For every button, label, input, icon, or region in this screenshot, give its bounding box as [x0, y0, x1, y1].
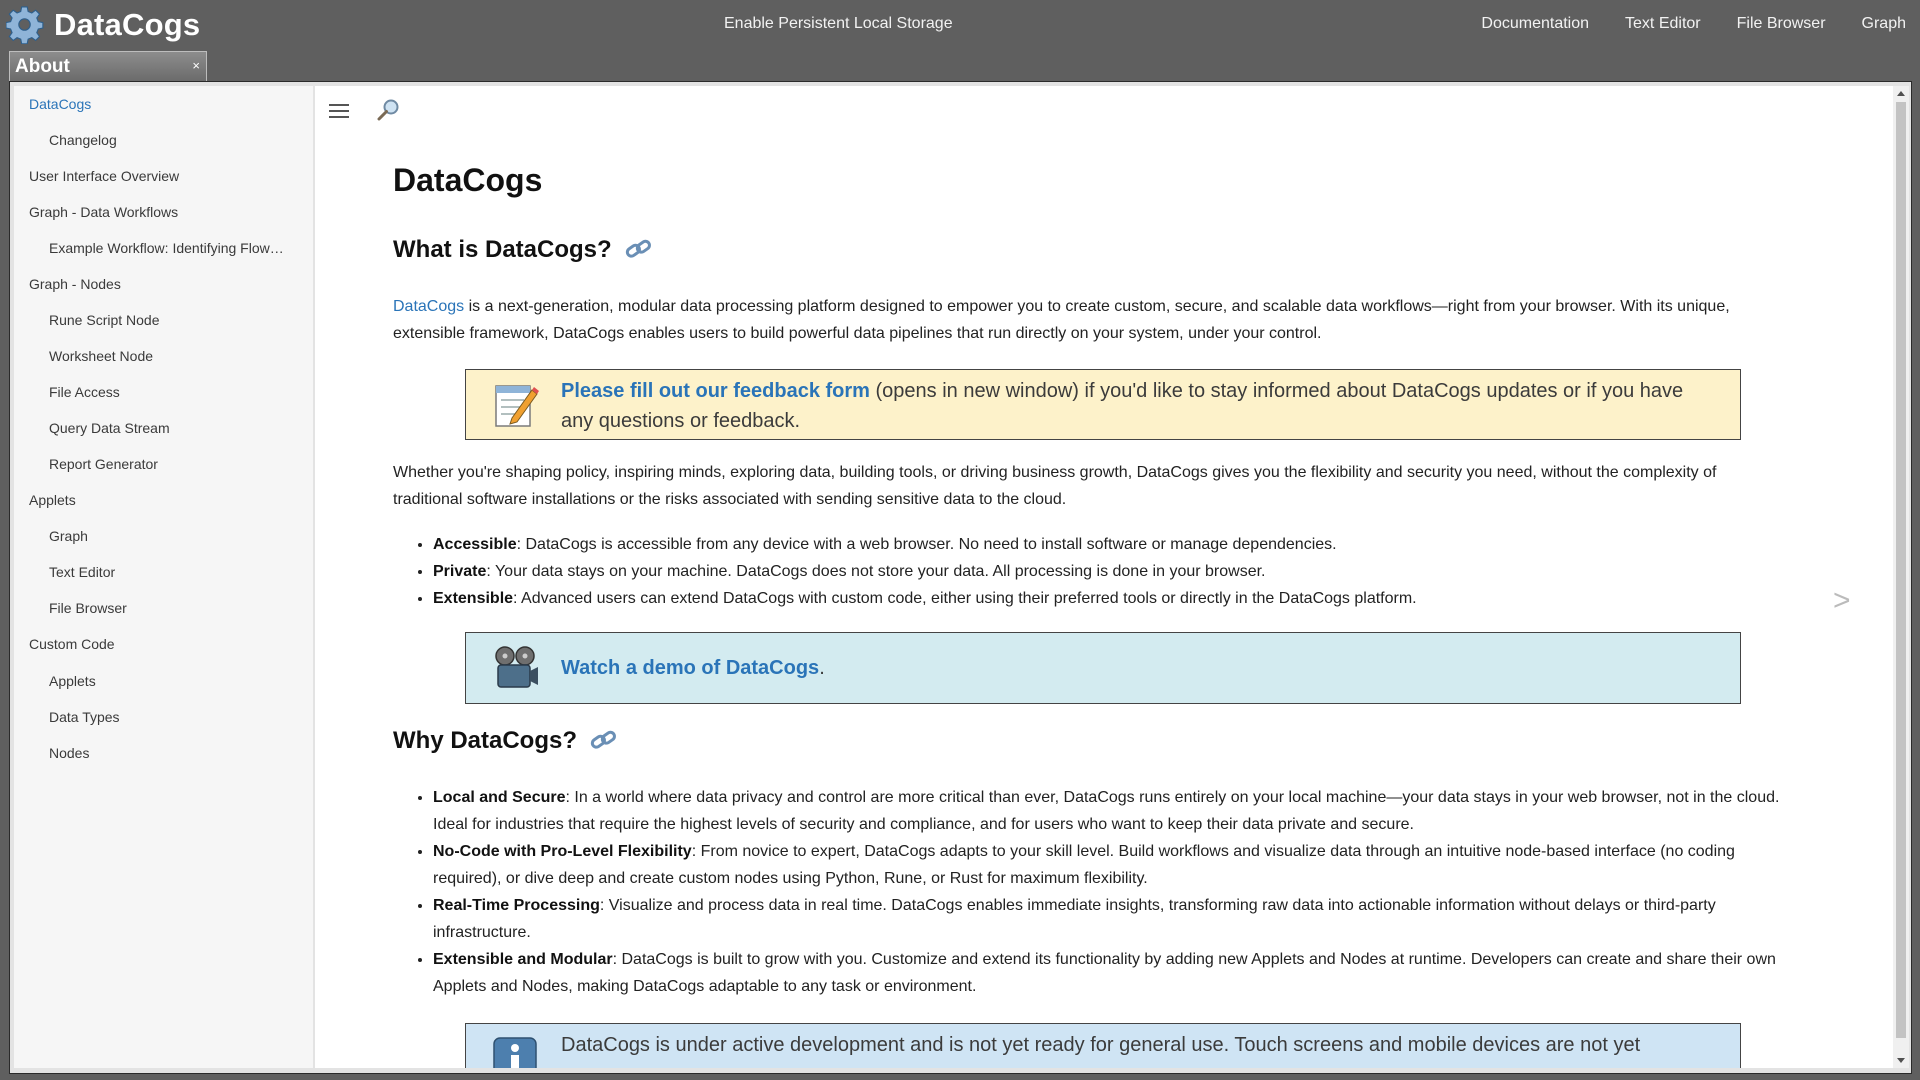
nav-documentation[interactable]: Documentation [1481, 15, 1590, 32]
overview-paragraph: Whether you're shaping policy, inspiring minds, exploring data, building tools, or driving business growth, DataCogs gives you the flexibility and security you need, without the complexity of traditional software installations or the risks associated with sending sensitive data to the cloud. [393, 464, 1717, 508]
sidebar-item-query-data-stream[interactable]: Query Data Stream [49, 420, 170, 436]
sidebar-item-example-workflow[interactable]: Example Workflow: Identifying Flow… [49, 240, 284, 256]
feature-text: : Your data stays on your machine. DataCogs does not store your data. All processing is done in your browser. [486, 563, 1266, 580]
demo-callout [465, 632, 1741, 704]
sidebar-item-report-generator[interactable]: Report Generator [49, 456, 158, 472]
list-item [433, 585, 1793, 612]
app-name: DataCogs [54, 7, 201, 42]
link-icon[interactable] [624, 237, 654, 263]
main-content [315, 86, 1893, 1068]
cog-logo-icon [6, 6, 44, 44]
info-icon [490, 1034, 540, 1068]
reason-term: Extensible and Modular [433, 951, 613, 968]
reason-term: No-Code with Pro-Level Flexibility [433, 843, 692, 860]
scroll-up-icon[interactable] [1897, 91, 1905, 96]
heading-why-datacogs [393, 727, 619, 755]
demo-suffix: . [819, 657, 825, 679]
list-item [433, 946, 1793, 1000]
feedback-description: (opens in new window) if you'd like to stay informed about DataCogs updates or if you have any questions or feedback. [561, 380, 1684, 432]
list-item [433, 892, 1793, 946]
feedback-form-link[interactable]: Please fill out our feedback form [561, 380, 870, 402]
reason-term: Local and Secure [433, 789, 566, 806]
tab-about[interactable] [9, 51, 207, 81]
sidebar-item-changelog[interactable]: Changelog [49, 132, 117, 148]
sidebar-item-graph[interactable]: Graph [49, 528, 88, 544]
reason-text: : DataCogs is built to grow with you. Customize and extend its functionality by adding new Applets and Nodes at runtime. Developers can create and share their own Applets and Nodes, making DataCogs adaptable to any task or environment. [433, 951, 1776, 995]
demo-text [561, 653, 1710, 683]
hamburger-menu-icon[interactable] [329, 102, 351, 120]
feedback-text [561, 376, 1710, 436]
list-item [433, 558, 1793, 585]
link-icon[interactable] [589, 728, 619, 754]
feature-term: Private [433, 563, 487, 580]
reason-text: : Visualize and process data in real time. DataCogs enables immediate insights, transforming raw data into actionable information without delays or third-party infrastructure. [433, 897, 1716, 941]
sidebar-item-custom-code[interactable]: Custom Code [29, 636, 115, 652]
reason-text: : From novice to expert, DataCogs adapts to your skill level. Build workflows and visualize data through an intuitive node-based interface (no coding required), or dive deep and create custom nodes using Python, Rune, or Rust for maximum flexibility. [433, 843, 1735, 887]
intro-paragraph [393, 293, 1773, 347]
sidebar-item-applets[interactable]: Applets [29, 492, 76, 508]
features-list [393, 531, 1793, 612]
list-item [433, 838, 1793, 892]
tab-title: About [15, 56, 70, 77]
sidebar [14, 86, 314, 1068]
sidebar-item-text-editor[interactable]: Text Editor [49, 564, 116, 580]
film-projector-icon [490, 643, 540, 693]
list-item [433, 784, 1793, 838]
brand-logo-link[interactable] [6, 6, 200, 44]
scroll-thumb[interactable] [1896, 102, 1906, 1038]
sidebar-item-file-access[interactable]: File Access [49, 384, 120, 400]
sidebar-item-datacogs[interactable]: DataCogs [29, 96, 92, 112]
reasons-list [393, 784, 1793, 1000]
reason-term: Real-Time Processing [433, 897, 600, 914]
scroll-down-icon[interactable] [1897, 1058, 1905, 1063]
memo-pencil-icon [490, 380, 540, 430]
top-nav [1481, 15, 1906, 33]
enable-storage-link[interactable]: Enable Persistent Local Storage [724, 15, 953, 32]
reason-text: : In a world where data privacy and control are more critical than ever, DataCogs runs entirely on your local machine—your data stays in your web browser, not in the cloud. Ideal for industries that require the highest levels of security and compliance, and for users who want to keep their data private and secure. [433, 789, 1780, 833]
datacogs-inline-link[interactable]: DataCogs [393, 298, 465, 315]
list-item [433, 531, 1793, 558]
sidebar-item-worksheet-node[interactable]: Worksheet Node [49, 348, 154, 364]
vertical-scrollbar[interactable] [1893, 86, 1909, 1068]
intro-text: is a next-generation, modular data processing platform designed to empower you to create custom, secure, and scalable data workflows—right from your browser. With its unique, extensible framework, DataCogs enables users to build powerful data pipelines that run directly on your system, under your control. [393, 298, 1730, 342]
next-page-arrow[interactable]: > [1833, 584, 1851, 617]
notice-text: DataCogs is under active development and is not yet ready for general use. Touch screens and mobile devices are not yet [561, 1034, 1641, 1056]
sidebar-item-graph-nodes[interactable]: Graph - Nodes [29, 276, 121, 292]
sidebar-item-rune-script-node[interactable]: Rune Script Node [49, 312, 160, 328]
feature-term: Extensible [433, 590, 514, 607]
nav-file-browser[interactable]: File Browser [1736, 15, 1826, 32]
feedback-callout [465, 369, 1741, 440]
heading-why-text: Why DataCogs? [393, 727, 578, 754]
close-icon[interactable]: × [192, 58, 200, 73]
sidebar-item-ui-overview[interactable]: User Interface Overview [29, 168, 180, 184]
watch-demo-link[interactable]: Watch a demo of DataCogs [561, 657, 820, 679]
top-bar [0, 0, 1920, 50]
feature-term: Accessible [433, 536, 517, 553]
heading-what-text: What is DataCogs? [393, 236, 612, 263]
nav-graph[interactable]: Graph [1861, 15, 1906, 32]
sidebar-item-file-browser[interactable]: File Browser [49, 600, 127, 616]
sidebar-item-graph-workflows[interactable]: Graph - Data Workflows [29, 204, 179, 220]
nav-text-editor[interactable]: Text Editor [1625, 15, 1701, 32]
feature-text: : Advanced users can extend DataCogs with custom code, either using their preferred tools or directly in the DataCogs platform. [513, 590, 1417, 607]
sidebar-item-data-types[interactable]: Data Types [49, 709, 120, 725]
development-notice-callout [465, 1023, 1741, 1068]
page-title: DataCogs [393, 162, 543, 198]
heading-what-is-datacogs [393, 236, 654, 264]
sidebar-item-nodes[interactable]: Nodes [49, 745, 90, 761]
feature-text: : DataCogs is accessible from any device with a web browser. No need to install software or manage dependencies. [516, 536, 1337, 553]
search-icon[interactable] [375, 97, 401, 123]
sidebar-item-custom-applets[interactable]: Applets [49, 673, 96, 689]
